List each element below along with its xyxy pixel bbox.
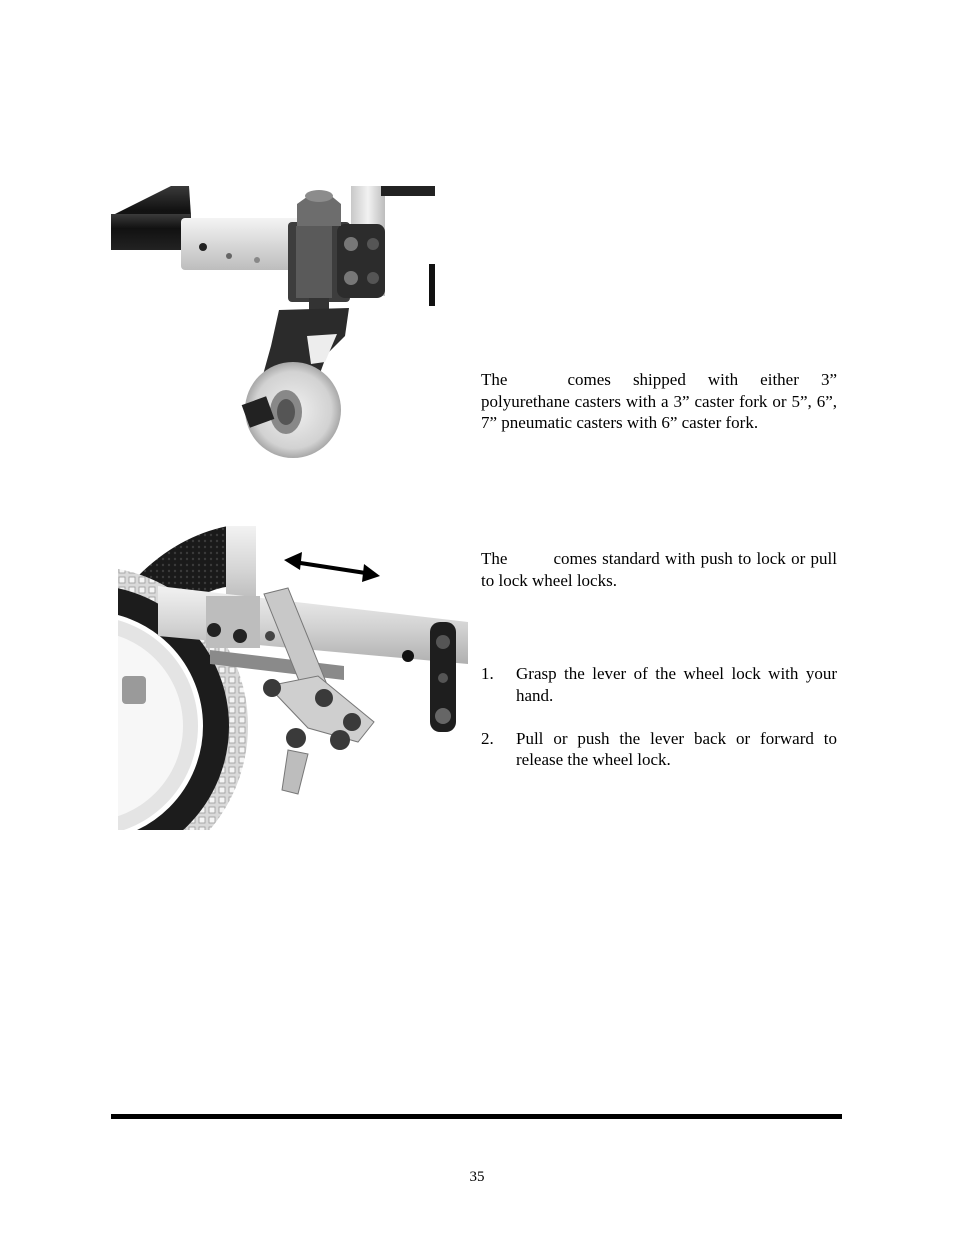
wheel-lock-description-lead: The	[481, 549, 508, 568]
page-number: 35	[469, 1169, 485, 1185]
wheel-lock-description	[481, 548, 837, 591]
footer-rule	[111, 1114, 842, 1119]
step-number: 2.	[481, 728, 494, 748]
step-text: Pull or push the lever back or forward to release the wheel lock.	[516, 728, 837, 769]
wheel-lock-description-body: comes standard with push to lock or pull to lock wheel locks.	[481, 549, 837, 590]
caster-description	[481, 369, 837, 434]
caster-description-body: comes shipped with either 3” polyurethane casters with a 3” caster fork or 5”, 6”, 7” pneumatic casters with 6” caster fork.	[481, 370, 837, 432]
step-number: 1.	[481, 664, 494, 683]
list-item	[481, 663, 837, 706]
wheel-lock-illustration	[118, 526, 468, 830]
wheel-lock-steps	[481, 663, 837, 771]
list-item	[481, 728, 837, 771]
caster-description-lead: The	[481, 370, 508, 389]
step-text: Grasp the lever of the wheel lock with your hand.	[516, 664, 837, 705]
caster-fork-illustration	[111, 186, 435, 460]
